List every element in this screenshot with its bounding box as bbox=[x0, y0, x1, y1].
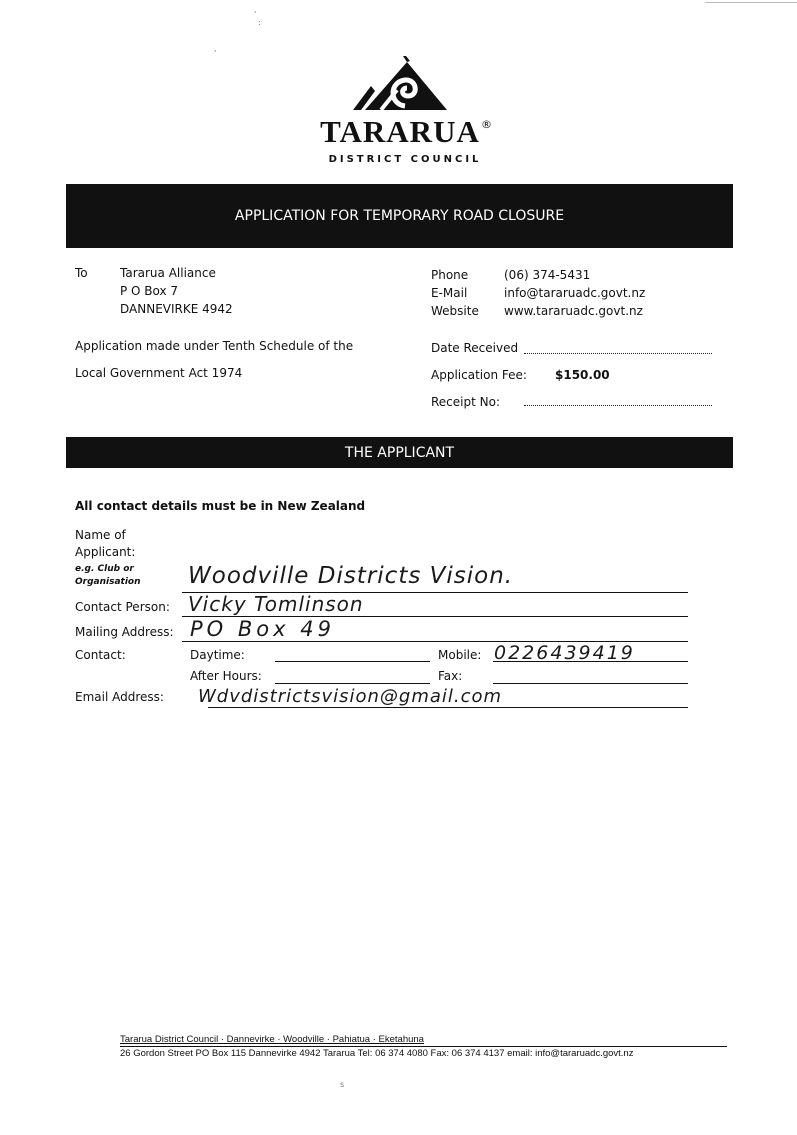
receipt-label: Receipt No: bbox=[431, 395, 500, 409]
email-address-line bbox=[208, 707, 688, 708]
footer-address: 26 Gordon Street PO Box 115 Dannevirke 4942 Tararua Tel: 06 374 4080 Fax: 06 374 4137 email: info@tararuadc.govt.nz bbox=[120, 1048, 634, 1059]
contact-person-label: Contact Person: bbox=[75, 600, 170, 614]
mountain-koru-icon bbox=[345, 56, 455, 116]
fax-line bbox=[493, 683, 688, 684]
scan-speck: , bbox=[214, 44, 217, 53]
recipient-line: P O Box 7 bbox=[120, 284, 179, 298]
applicant-banner bbox=[66, 437, 733, 468]
to-label: To bbox=[75, 266, 88, 280]
recipient-line: DANNEVIRKE 4942 bbox=[120, 302, 233, 316]
contact-label: Contact: bbox=[75, 648, 126, 662]
fee-value: $150.00 bbox=[555, 368, 610, 382]
registered-mark: ® bbox=[481, 118, 492, 131]
applicant-name-value[interactable]: Woodville Districts Vision. bbox=[188, 563, 514, 589]
name-hint: e.g. Club or bbox=[75, 564, 134, 574]
fee-label: Application Fee: bbox=[431, 368, 527, 382]
scan-speck: s bbox=[340, 1080, 345, 1089]
daytime-label: Daytime: bbox=[190, 648, 245, 662]
phone-label: Phone bbox=[431, 268, 469, 282]
after-hours-line bbox=[275, 683, 430, 684]
council-website: www.tararuadc.govt.nz bbox=[504, 304, 643, 318]
name-hint: Organisation bbox=[75, 577, 141, 587]
statement-line: Application made under Tenth Schedule of the bbox=[75, 339, 354, 353]
statement-line: Local Government Act 1974 bbox=[75, 366, 243, 380]
council-email: info@tararuadc.govt.nz bbox=[504, 286, 646, 300]
fax-label: Fax: bbox=[438, 669, 463, 683]
footer-offices: Tararua District Council · Dannevirke · Woodville · Pahiatua · Eketahuna bbox=[120, 1034, 424, 1045]
nz-notice: All contact details must be in New Zealand bbox=[75, 499, 366, 513]
date-received-label: Date Received bbox=[431, 341, 519, 355]
website-label: Website bbox=[431, 304, 479, 318]
name-label: Name of bbox=[75, 528, 126, 542]
contact-person-value[interactable]: Vicky Tomlinson bbox=[188, 592, 364, 616]
mailing-address-value[interactable]: PO Box 49 bbox=[190, 617, 335, 641]
after-hours-label: After Hours: bbox=[190, 669, 262, 683]
mobile-value[interactable]: 0226439419 bbox=[494, 642, 635, 664]
mobile-line bbox=[493, 661, 688, 662]
receipt-field[interactable] bbox=[524, 405, 712, 406]
logo-subtitle: DISTRICT COUNCIL bbox=[328, 154, 482, 165]
applicant-heading: THE APPLICANT bbox=[344, 444, 455, 461]
mailing-address-label: Mailing Address: bbox=[75, 625, 174, 639]
name-label: Applicant: bbox=[75, 545, 136, 559]
phone-value: (06) 374-5431 bbox=[504, 268, 591, 282]
email-address-label: Email Address: bbox=[75, 690, 164, 704]
scan-speck: ' bbox=[254, 10, 257, 19]
email-address-value[interactable]: Wdvdistrictsvision@gmail.com bbox=[198, 686, 503, 707]
email-label: E-Mail bbox=[431, 286, 468, 300]
logo-wordmark: TARARUA bbox=[320, 114, 480, 149]
recipient-line: Tararua Alliance bbox=[120, 266, 216, 280]
footer-rule bbox=[120, 1046, 727, 1047]
scan-edge bbox=[705, 2, 797, 3]
scan-speck: : bbox=[258, 18, 261, 27]
form-title-banner bbox=[66, 184, 733, 248]
date-received-field[interactable] bbox=[524, 353, 712, 354]
form-title: APPLICATION FOR TEMPORARY ROAD CLOSURE bbox=[234, 208, 565, 224]
mobile-label: Mobile: bbox=[438, 648, 482, 662]
daytime-line bbox=[275, 661, 430, 662]
